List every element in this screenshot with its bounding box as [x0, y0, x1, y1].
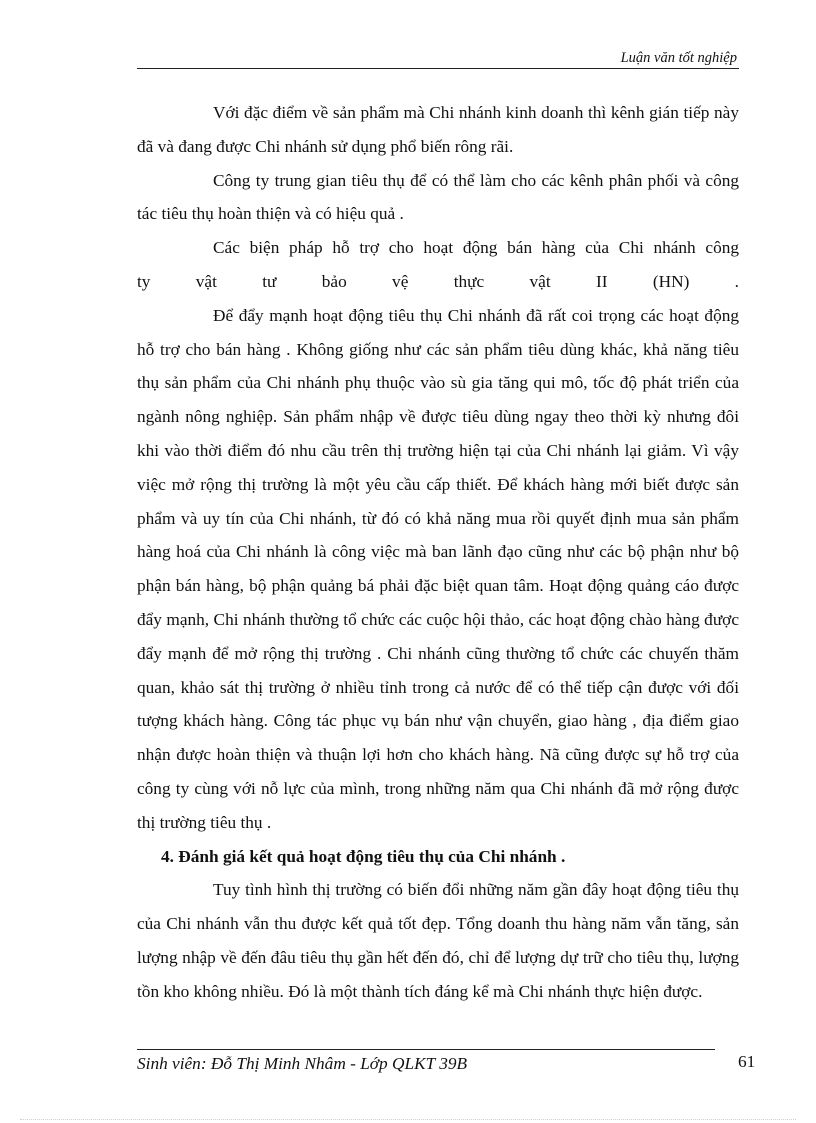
- header-title: Luận văn tốt nghiệp: [620, 50, 737, 66]
- paragraph-support-measures-line-1: Các biện pháp hỗ trợ cho hoạt động bán hàng của Chi nhánh công: [213, 238, 739, 258]
- paragraph-results: Tuy tình hình thị trường có biến đổi những năm gần đây hoạt động tiêu thụ của Chi nhánh vẫn thu được kết quả tốt đẹp. Tổng doanh thu hàng năm vẫn tăng, sản lượng nhập về đến đâu tiêu thụ gần hết đến đó, chỉ để lượng dự trữ cho tiêu thụ, lượng tồn kho không nhiều. Đó là một thành tích đáng kể mà Chi nhánh thực hiện được.: [137, 880, 739, 1001]
- footer-student-info: Sinh viên: Đỗ Thị Minh Nhâm - Lớp QLKT 39B: [137, 1054, 468, 1073]
- page-header: [137, 50, 739, 69]
- paragraph-support-measures-line-2: ty vật tư bảo vệ thực vật II (HN) .: [137, 271, 739, 291]
- paragraph-intermediary: Công ty trung gian tiêu thụ để có thể làm cho các kênh phân phối và công tác tiêu thụ hoàn thiện và có hiệu quả .: [137, 170, 739, 224]
- paragraph-sales-support: Để đẩy mạnh hoạt động tiêu thụ Chi nhánh đã rất coi trọng các hoạt động hỗ trợ cho bán hàng . Không giống như các sản phẩm tiêu dùng khác, khả năng tiêu thụ sản phẩm của Chi nhánh phụ thuộc vào sù gia tăng qui mô, tốc độ phát triển của ngành nông nghiệp. Sản phẩm nhập về được tiêu dùng ngay theo thời kỳ nhưng đôi khi vào thời điểm đó nhu cầu trên thị trường hiện tại của Chi nhánh lại giảm. Vì vậy việc mở rộng thị trường là một yêu cầu cấp thiết. Để khách hàng mới biết được sản phẩm và uy tín của Chi nhánh, từ đó có khả năng mua rồi quyết định mua sản phẩm hàng hoá của Chi nhánh là công việc mà ban lãnh đạo cũng như các bộ phận như bộ phận bán hàng, bộ phận quảng bá phải đặc biệt quan tâm. Hoạt động quảng cáo được đẩy mạnh, Chi nhánh thường tổ chức các cuộc hội thảo, các hoạt động chào hàng được đẩy mạnh để mở rộng thị trường . Chi nhánh cũng thường tổ chức các chuyến thăm quan, khảo sát thị trường ở nhiều tỉnh trong cả nước để có thể tiếp cận được với đối tượng khách hàng. Công tác phục vụ bán như vận chuyển, giao hàng , địa điểm giao nhận được hoàn thiện và thuận lợi hơn cho khách hàng. Nã cũng được sự hỗ trợ của công ty cùng với nỗ lực của mình, trong những năm qua Chi nhánh đã mở rộng được thị trường tiêu thụ .: [137, 305, 739, 832]
- section-heading: 4. Đánh giá kết quả hoạt động tiêu thụ của Chi nhánh .: [161, 846, 566, 866]
- paragraph-indirect-channel: Với đặc điểm về sản phẩm mà Chi nhánh kinh doanh thì kênh gián tiếp này đã và đang được Chi nhánh sử dụng phổ biến rông rãi.: [137, 103, 739, 156]
- footer-divider: [137, 1049, 715, 1050]
- page-edge-divider: [20, 1119, 796, 1120]
- document-body: [137, 96, 739, 1009]
- page-number: 61: [738, 1052, 756, 1071]
